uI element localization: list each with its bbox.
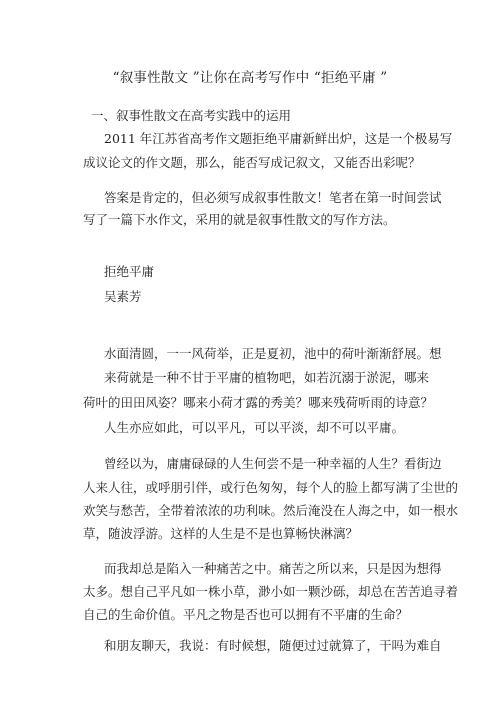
essay-paragraph-1-line-2: 来荷就是一种不甘于平庸的植物吧，如若沉溺于淤泥，哪来: [104, 370, 430, 385]
section-heading: 一、叙事性散文在高考实践中的运用: [91, 108, 292, 123]
document-title: “叙事性散文 ”让你在高考写作中 “拒绝平庸 ”: [112, 70, 388, 86]
essay-paragraph-1-line-1: 水面清圆，一一风荷举，正是夏初，池中的荷叶渐渐舒展。想: [104, 346, 442, 361]
essay-paragraph-4-line-3: 自己的生命价值。平凡之物是否也可以拥有不平庸的生命？: [83, 607, 409, 622]
essay-paragraph-2-line-1: 人生亦应如此，可以平凡，可以平淡，却不可以平庸。: [104, 420, 405, 435]
essay-paragraph-3-line-3: 欢笑与愁苦，全带着浓浓的功利味。然后淹没在人海之中，如一根水: [83, 503, 459, 518]
essay-paragraph-3-line-4: 草，随波浮游。这样的人生是不是也算畅快淋漓？: [83, 526, 359, 541]
intro-paragraph-2-line-1: 答案是肯定的，但必须写成叙事性散文！笔者在第一时间尝试: [104, 190, 442, 205]
essay-title: 拒绝平庸: [104, 264, 155, 279]
essay-paragraph-3-line-2: 人来人往，或呼朋引伴，或行色匆匆，每个人的脸上都写满了尘世的: [83, 480, 459, 495]
essay-paragraph-4-line-1: 而我却总是陷入一种痛苦之中。痛苦之所以来，只是因为想得: [104, 561, 442, 576]
intro-paragraph-2-line-2: 写了一篇下水作文，采用的就是叙事性散文的写作方法。: [83, 212, 396, 227]
essay-paragraph-1-line-3: 荷叶的田田风姿？哪来小荷才露的秀美？哪来残荷听雨的诗意？: [83, 395, 434, 410]
essay-paragraph-5-line-1: 和朋友聊天，我说：有时候想，随便过过就算了，干吗为难自: [104, 638, 442, 653]
intro-paragraph-1-line-2: 成议论文的作文题，那么，能否写成记叙文，又能否出彩呢？: [83, 155, 421, 170]
intro-paragraph-1-line-1: 2011 年江苏省高考作文题拒绝平庸新鲜出炉，这是一个极易写: [104, 131, 453, 146]
essay-paragraph-3-line-1: 曾经以为，庸庸碌碌的人生何尝不是一种幸福的人生？看街边: [104, 456, 442, 471]
essay-paragraph-4-line-2: 太多。想自己平凡如一株小草，渺小如一颗沙砾，却总在苦苦追寻着: [83, 584, 459, 599]
essay-author: 吴素芳: [104, 289, 142, 304]
